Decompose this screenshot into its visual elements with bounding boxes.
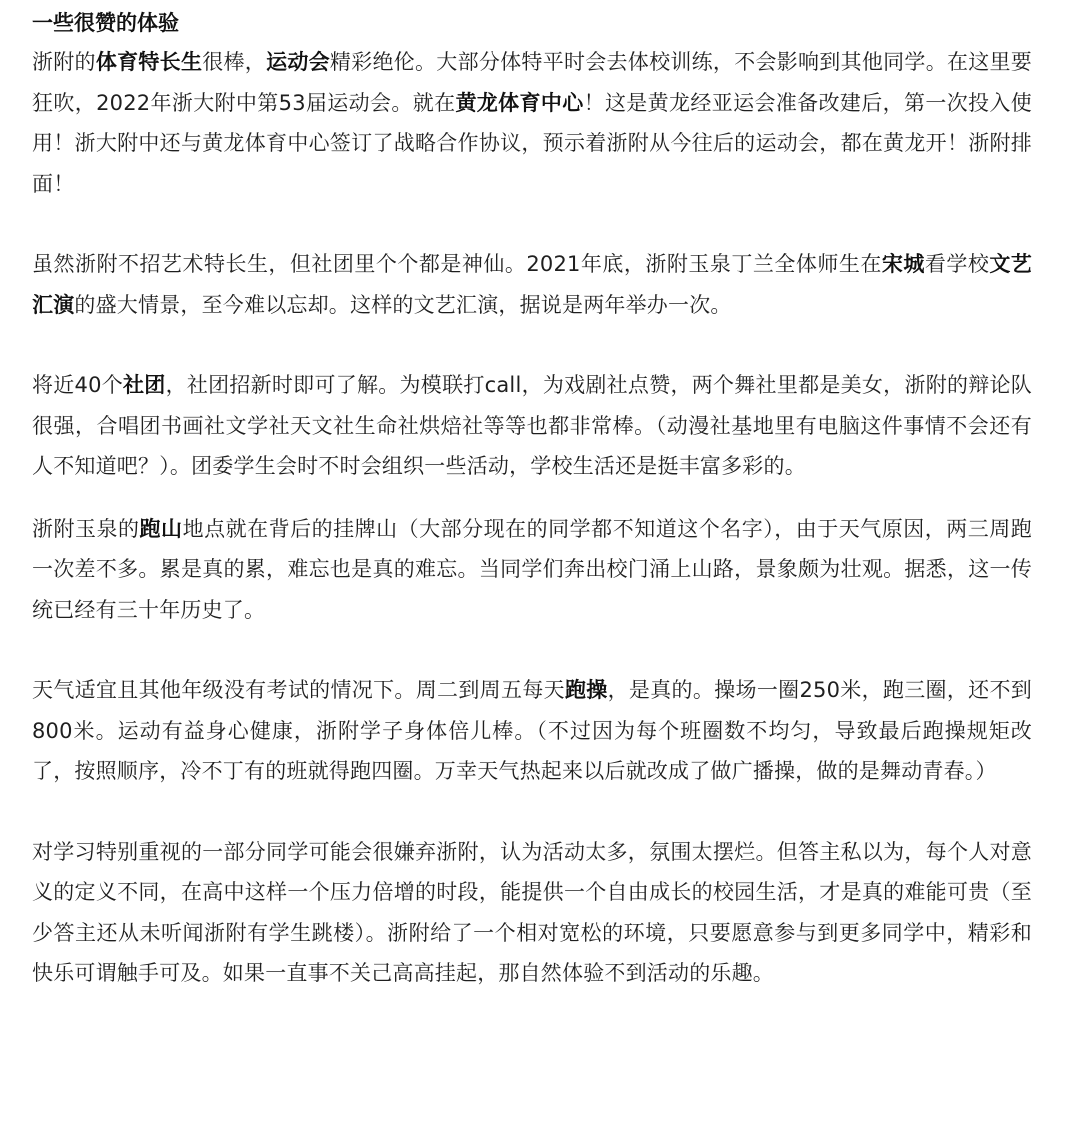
text-run: ，是真的。操场一圈250米，跑三圈，还不到800米。运动有益身心健康，浙附学子身体倍儿棒。（不过因为每个班圈数不均匀，导致最后跑操规矩改了，按照顺序，冷不丁有的班就得跑四圈。万幸天气热起来以后就改成了做广播操，做的是舞动青春。）: [32, 678, 1032, 783]
highlight-sports-meet: 运动会: [266, 50, 330, 74]
paragraph-sports: [32, 42, 1032, 204]
text-run: 看学校: [924, 252, 990, 276]
highlight-sports-students: 体育特长生: [95, 50, 203, 74]
text-run: 很棒，: [202, 50, 267, 74]
highlight-art-show: 文艺汇演: [32, 252, 1033, 317]
text-run: 浙附玉泉的: [32, 516, 140, 541]
highlight-huanglong-center: 黄龙体育中心: [455, 90, 584, 115]
paragraph-morning-run: [32, 670, 1032, 792]
highlight-songcheng: 宋城: [881, 252, 925, 276]
highlight-morning-run: 跑操: [564, 678, 608, 702]
text-run: ！这是黄龙经亚运会准备改建后，第一次投入使用！浙大附中还与黄龙体育中心签订了战略合作协议，预示着浙附从今往后的运动会，都在黄龙开！浙附排面！: [32, 90, 1032, 196]
text-run: 对学习特别重视的一部分同学可能会很嫌弃浙附，认为活动太多，氛围太摆烂。但答主私以为，每个人对意义的定义不同，在高中这样一个压力倍增的时段，能提供一个自由成长的校园生活，才是真的难能可贵（至少答主还从未听闻浙附有学生跳楼）。浙附给了一个相对宽松的环境，只要愿意参与到更多同学中，精彩和快乐可谓触手可及。如果一直事不关己高高挂起，那自然体验不到活动的乐趣。: [32, 839, 1032, 985]
text-run: 天气适宜且其他年级没有考试的情况下。周二到周五每天: [32, 678, 565, 702]
text-run: 将近40个: [32, 373, 124, 397]
paragraph-arts: [32, 244, 1032, 325]
section-heading: 一些很赞的体验: [32, 11, 179, 35]
text-run: ，社团招新时即可了解。为模联打call，为戏剧社点赞，两个舞社里都是美女，浙附的辩论队很强，合唱团书画社文学社天文社生命社烘焙社等等也都非常棒。（动漫社基地里有电脑这件事情不会还有人不知道吧？）。团委学生会时不时会组织一些活动，学校生活还是挺丰富多彩的。: [32, 373, 1032, 478]
paragraph-mountain-run: [32, 509, 1032, 631]
highlight-clubs: 社团: [123, 373, 166, 397]
highlight-mountain-run: 跑山: [139, 516, 183, 541]
text-run: 虽然浙附不招艺术特长生，但社团里个个都是神仙。2021年底，浙附玉泉丁兰全体师生在: [32, 252, 882, 276]
text-run: 地点就在背后的挂牌山（大部分现在的同学都不知道这个名字），由于天气原因，两三周跑一次差不多。累是真的累，难忘也是真的难忘。当同学们奔出校门涌上山路，景象颇为壮观。据悉，这一传统已经有三十年历史了。: [32, 516, 1033, 622]
paragraph-clubs: [32, 365, 1032, 487]
paragraph-opinion: [32, 832, 1032, 994]
text-run: 精彩绝伦。大部分体特平时会去体校训练，不会影响到其他同学。在这里要狂吹，2022年浙大附中第53届运动会。就在: [32, 50, 1032, 115]
text-run: 浙附的: [32, 50, 96, 74]
text-run: 的盛大情景，至今难以忘却。这样的文艺汇演，据说是两年举办一次。: [74, 292, 732, 317]
